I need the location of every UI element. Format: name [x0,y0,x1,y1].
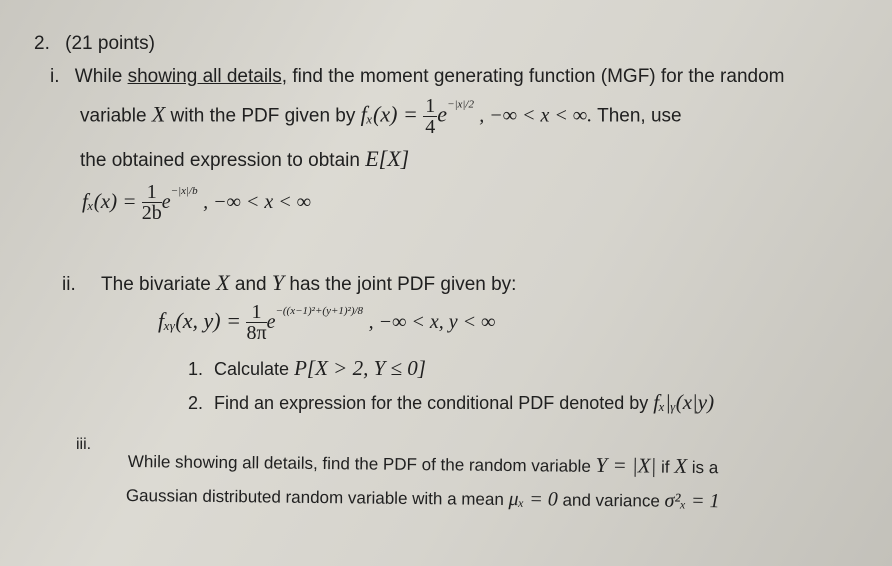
iii-line2-mid: and variance [557,490,665,511]
hand-exp-base: e [161,190,171,213]
part-ii-rest: has the joint PDF given by: [284,274,517,295]
hand-den: 2b [141,202,162,224]
joint-lhs: fₓᵧ(x, y) = [158,307,247,333]
part-i-label: i. [50,66,60,87]
part-iii-line2 [126,484,720,513]
iii-line1-tail: is a [686,457,719,478]
problem-header [34,33,155,55]
exp-base: e [437,101,448,127]
hand-range: , −∞ < x < ∞ [203,190,312,213]
part-ii-item1 [188,356,426,381]
part-i-underlined: showing all details, [127,66,288,87]
problem-points: (21 points) [65,33,155,54]
hand-exp: −|x|/b [170,184,198,197]
iii-line1-math: Y = |X| [595,452,657,478]
hand-fraction [142,182,162,223]
line2-end: Then, use [592,105,682,127]
part-ii-item2 [188,390,714,415]
joint-fraction [246,302,266,343]
line3-text: the obtained expression to obtain [80,150,366,171]
part-i-line1 [50,66,784,88]
part-ii-y: Y [271,270,285,295]
frac-den: 4 [425,116,436,138]
joint-den: 8π [246,322,267,344]
item2-text: Find an expression for the conditional PDF denoted by [214,393,654,413]
problem-number: 2. [34,33,50,54]
part-ii-and: and [229,274,272,295]
iii-line1-x: X [674,453,688,478]
part-iii-label: iii. [76,436,92,453]
frac-num: 1 [425,95,436,117]
joint-exp-base: e [266,310,276,333]
iii-variance: σ²ₓ = 1 [664,489,720,513]
hand-lhs: fₓ(x) = [82,188,142,213]
range: , −∞ < x < ∞. [479,104,593,127]
item2-num: 2. [188,393,204,413]
part-i-intro: While [74,66,128,87]
part-iii-line1 [128,448,719,479]
part-ii-x: X [216,270,230,295]
var-x: X [151,101,166,127]
iii-line2-text: Gaussian distributed random variable with a mean [125,485,509,510]
item1-math: P[X > 2, Y ≤ 0] [294,356,426,380]
pdf-fraction [423,96,437,137]
iii-line1-end: if [656,457,675,477]
iii-line1-text: While showing all details, find the PDF of the random variable [127,451,596,476]
joint-pdf [158,302,495,343]
joint-num: 1 [246,302,266,323]
line2-prefix: variable [80,105,152,127]
part-ii-label: ii. [62,274,76,295]
item1-text: Calculate [214,359,295,379]
item1-num: 1. [188,359,204,379]
joint-range: , −∞ < x, y < ∞ [368,310,496,333]
pdf-lhs: fₓ(x) = [360,101,424,127]
part-i-line2 [80,96,682,137]
exp-power: −|x|/2 [447,98,474,111]
hand-num: 1 [142,182,162,203]
joint-exp: −((x−1)²+(y+1)²)/8 [275,304,364,317]
line2-mid: with the PDF given by [165,105,361,127]
expectation: E[X] [365,146,410,171]
part-i-line3 [80,146,409,172]
part-ii-intro: The bivariate [101,274,217,295]
item2-math: fₓ|ᵧ(x|y) [653,390,715,414]
part-i-rest: find the moment generating function (MGF) for the random [287,66,785,87]
handwritten-pdf [82,182,311,223]
iii-mean: μₓ = 0 [508,488,558,511]
part-ii-line1 [62,270,516,296]
